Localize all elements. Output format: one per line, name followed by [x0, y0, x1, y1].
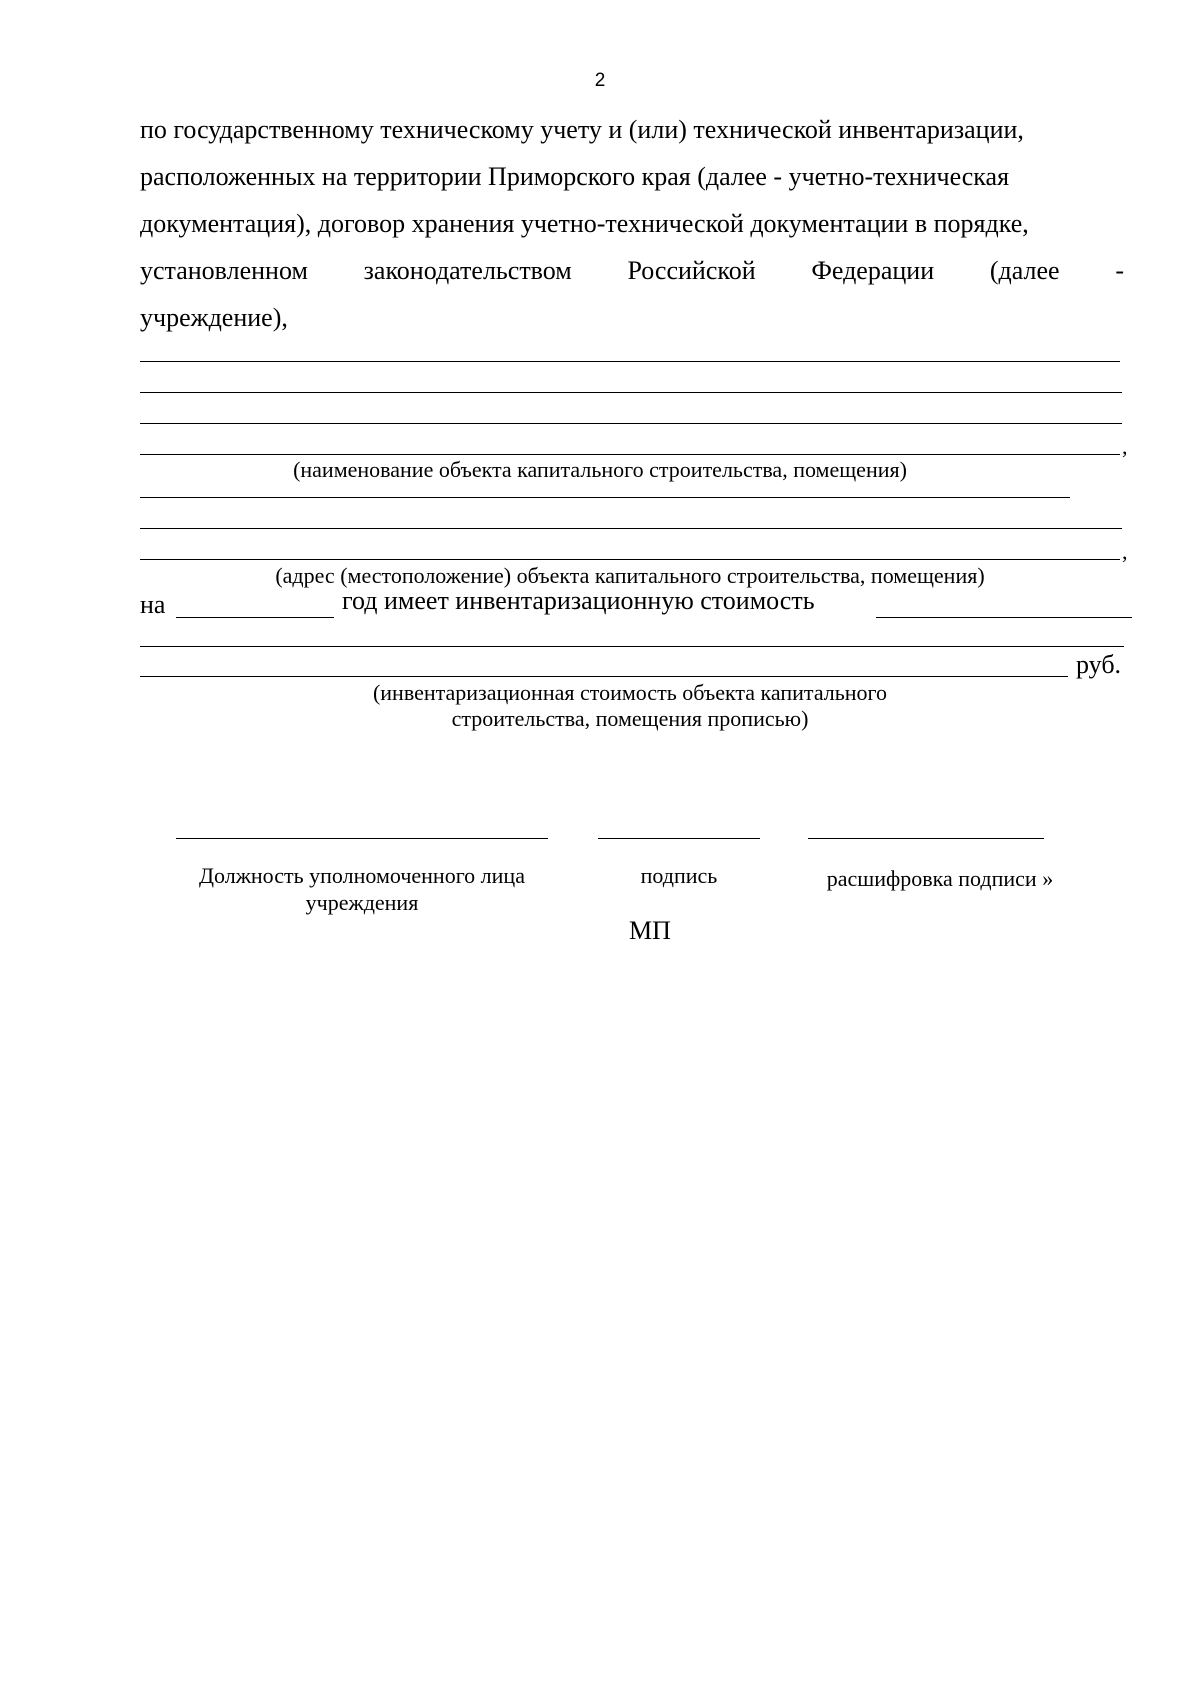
paragraph-word: - — [1115, 256, 1124, 285]
object-address-line-3[interactable] — [140, 559, 1120, 560]
paragraph-word: (далее — [989, 256, 1060, 285]
object-name-caption: (наименование объекта капитального строительства, помещения) — [293, 457, 907, 482]
valuation-middle-text: год имеет инвентаризационную стоимость — [342, 586, 815, 615]
object-name-line-3[interactable] — [140, 423, 1122, 424]
object-name-line-2[interactable] — [140, 392, 1122, 393]
paragraph-line-5: учреждение), — [140, 303, 288, 332]
paragraph-line-3: документация), договор хранения учетно-технической документации в порядке, — [140, 209, 1029, 238]
currency-label: руб. — [1076, 650, 1122, 679]
paragraph-word: установленном — [140, 256, 308, 285]
object-address-caption: (адрес (местоположение) объекта капитального строительства, помещения) — [275, 563, 985, 588]
object-name-line-4[interactable] — [140, 454, 1120, 455]
paragraph-word: Федерации — [811, 256, 935, 285]
paragraph-line-2: расположенных на территории Приморского края (далее - учетно-техническая — [140, 162, 1010, 191]
signature-label: подпись — [640, 863, 718, 888]
object-name-comma: , — [1122, 434, 1128, 459]
paragraph-line-4 — [140, 256, 1124, 286]
position-signature-line[interactable] — [176, 838, 548, 839]
valuation-words-line-2[interactable] — [140, 676, 1068, 677]
valuation-words-line-1[interactable] — [140, 646, 1124, 647]
valuation-amount-field[interactable] — [876, 617, 1132, 618]
object-address-comma: , — [1122, 539, 1128, 564]
decoding-signature-line[interactable] — [808, 838, 1044, 839]
valuation-year-field[interactable] — [176, 617, 334, 618]
object-address-line-1[interactable] — [140, 497, 1070, 498]
valuation-caption-line-1: (инвентаризационная стоимость объекта капитального — [372, 680, 888, 705]
page-number: 2 — [594, 70, 606, 91]
position-label-line-2: учреждения — [305, 890, 419, 915]
position-label — [170, 862, 554, 916]
position-label-line-1: Должность уполномоченного лица — [199, 863, 525, 888]
signature-line[interactable] — [598, 838, 760, 839]
stamp-label: МП — [629, 916, 671, 945]
decoding-label: расшифровка подписи » — [826, 866, 1054, 891]
valuation-caption-line-2: строительства, помещения прописью) — [451, 706, 809, 731]
paragraph-word: Российской — [627, 256, 756, 285]
object-name-line-1[interactable] — [140, 361, 1120, 362]
paragraph-word: законодательством — [363, 256, 572, 285]
valuation-prefix: на — [140, 590, 166, 619]
paragraph-line-1: по государственному техническому учету и (или) технической инвентаризации, — [140, 115, 1024, 144]
object-address-line-2[interactable] — [140, 528, 1122, 529]
